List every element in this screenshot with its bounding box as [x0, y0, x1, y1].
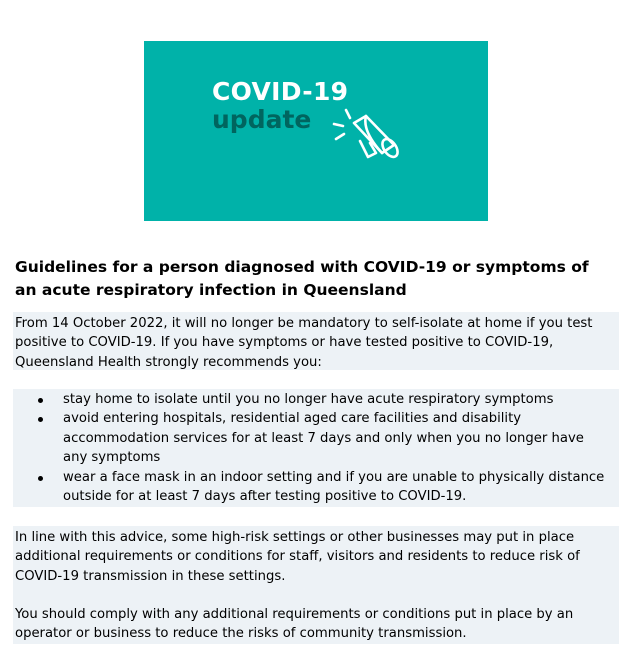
banner-subtitle: update: [212, 105, 312, 134]
bullet-icon: [38, 398, 43, 403]
list-item-text: wear a face mask in an indoor setting and if you are unable to physically distance outside for at least 7 days after testing positive to COVID-19.: [63, 469, 605, 505]
list-item: [0, 468, 610, 507]
recommendations-list: [0, 390, 610, 506]
comply-paragraph: You should comply with any additional requirements or conditions put in place by an operator or business to reduce the risks of community transmission.: [15, 607, 574, 642]
megaphone-icon: [332, 105, 412, 165]
list-item-text: stay home to isolate until you no longer have acute respiratory symptoms: [63, 392, 554, 407]
bullet-icon: [38, 417, 43, 422]
advice-paragraph: In line with this advice, some high-risk settings or other businesses may put in place additional requirements or conditions for staff, visitors and residents to reduce risk of COVID-19 transmission in these settings.: [15, 530, 580, 584]
intro-paragraph: From 14 October 2022, it will no longer be mandatory to self-isolate at home if you test positive to COVID-19. If you have symptoms or have tested positive to COVID-19, Queensland Health strongly recommends you:: [15, 316, 593, 370]
banner-title: COVID-19: [212, 77, 349, 106]
list-item-text: avoid entering hospitals, residential aged care facilities and disability accommodation services for at least 7 days and only when you no longer have any symptoms: [63, 411, 584, 466]
list-item: [0, 390, 610, 409]
page-heading: Guidelines for a person diagnosed with COVID-19 or symptoms of an acute respiratory infection in Queensland: [15, 258, 589, 299]
covid-update-banner: [144, 41, 488, 221]
bullet-icon: [38, 476, 43, 481]
list-item: [0, 409, 610, 467]
